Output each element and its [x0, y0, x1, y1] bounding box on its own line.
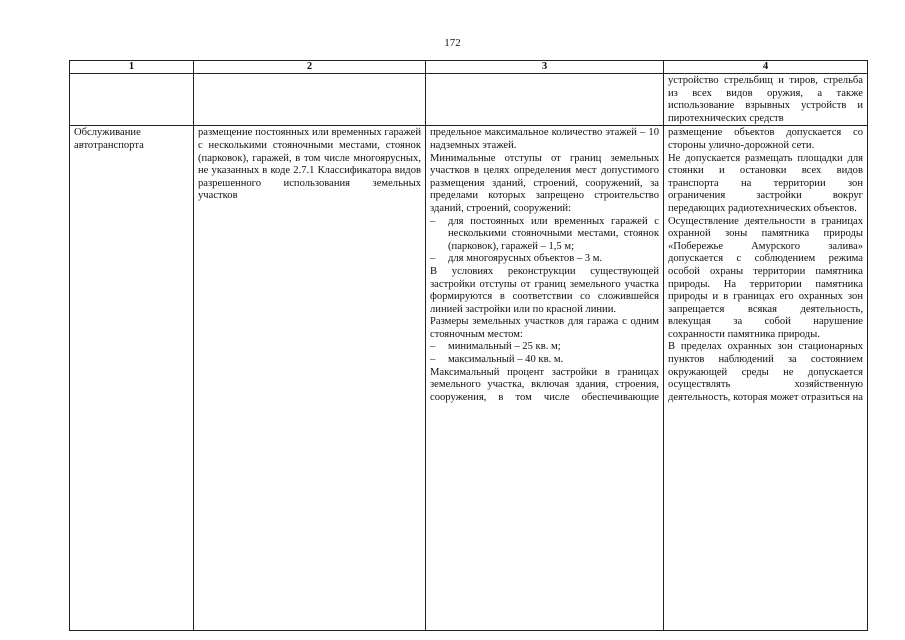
param-floors: предельное максимальное количество этажей – 10 надземных этажей. [430, 127, 659, 151]
dash-marker: – [430, 341, 436, 353]
continued-cell-3 [426, 74, 664, 126]
restriction-parking: Не допускается размещать площадки для стоянки и остановки всех видов транспорта на территории зон ограничения застройки вокруг передающих радиотехнических объектов. [668, 152, 863, 214]
param-reconstruction: В условиях реконструкции существующей застройки отступы от границ земельного участка формируются в соответствии со сложившейся линией застройки или по красной линии. [430, 265, 659, 315]
setback-multilevel: для многоярусных объектов – 3 м. [448, 253, 603, 265]
setback-garages: для постоянных или временных гаражей с несколькими стояночными местами, стоянок (парковок), гаражей – 1,5 м; [448, 215, 659, 252]
list-item [430, 341, 659, 354]
column-header-2: 2 [194, 61, 426, 74]
restriction-road-access: размещение объектов допускается со стороны улично-дорожной сети. [668, 127, 863, 151]
dash-marker: – [430, 253, 436, 265]
list-item [430, 253, 659, 266]
list-item [430, 216, 659, 254]
param-setbacks: Минимальные отступы от границ земельных участков в целях определения мест допустимого размещения зданий, строений, сооружений, за пределами которых запрещено строительство зданий, строений, сооружений: [430, 152, 659, 214]
plot-size-min: минимальный – 25 кв. м; [448, 341, 561, 353]
continued-cell-1 [70, 74, 194, 126]
column-header-3: 3 [426, 61, 664, 74]
continued-cell-2 [194, 74, 426, 126]
list-item [430, 354, 659, 367]
restriction-nature-monument: Осуществление деятельности в границах охранной зоны памятника природы «Побережье Амурского залива» допускается с соблюдением режима особой охраны территории памятника природы. На территории памятника природы и в границах его охранных зон запрещается всякая деятельность, влекущая за собой нарушение сохранности памятника природы. [668, 215, 863, 340]
dash-marker: – [430, 215, 436, 227]
use-description: размещение постоянных или временных гаражей с несколькими стояночными местами, стоянок (парковок), гаражей, в том числе многоярусных, не указанных в коде 2.7.1 Классификатора видов разрешенного использования земельных участков [198, 127, 421, 202]
regulations-table [69, 60, 868, 631]
param-coverage: Максимальный процент застройки в границах земельного участка, включая здания, строения, сооружения, в том числе обеспечивающие [430, 366, 659, 403]
use-description-cell [194, 126, 426, 631]
restrictions-cell [664, 126, 868, 631]
page-number: 172 [444, 37, 461, 49]
restriction-monitoring-zones: В пределах охранных зон стационарных пунктов наблюдений за состоянием окружающей среды не допускается осуществлять хозяйственную деятельность, которая может отразиться на [668, 341, 863, 403]
continued-text: устройство стрельбищ и тиров, стрельба из всех видов оружия, а также использование взрывных устройств и пиротехнических средств [668, 75, 863, 124]
continued-cell-4 [664, 74, 868, 126]
plot-size-max: максимальный – 40 кв. м. [448, 354, 564, 366]
column-header-1: 1 [70, 61, 194, 74]
header-row [70, 61, 868, 74]
column-header-4: 4 [664, 61, 868, 74]
parameters-cell [426, 126, 664, 631]
use-type-cell [70, 126, 194, 631]
use-type-name: Обслуживание автотранспорта [74, 127, 144, 151]
table-row [70, 126, 868, 631]
param-plot-size: Размеры земельных участков для гаража с одним стояночным местом: [430, 316, 659, 340]
continued-row [70, 74, 868, 126]
dash-marker: – [430, 354, 436, 366]
